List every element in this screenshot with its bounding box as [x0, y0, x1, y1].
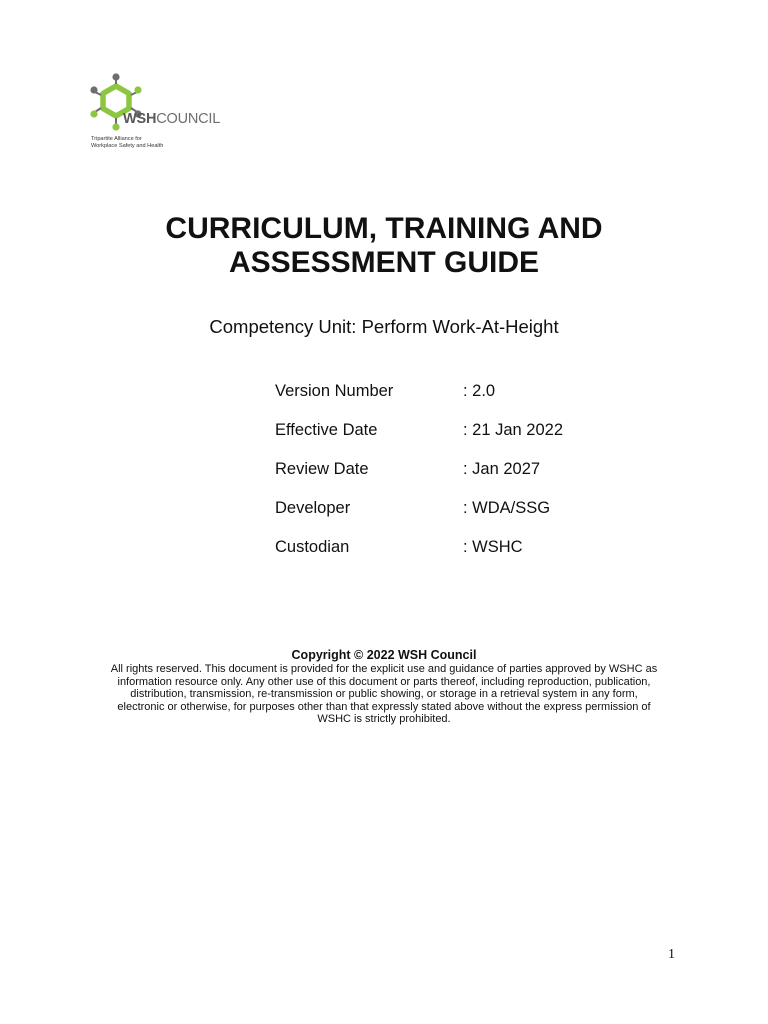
competency-unit-subtitle: Competency Unit: Perform Work-At-Height — [209, 316, 559, 337]
logo-tagline — [91, 136, 163, 150]
logo-tagline-line: Workplace Safety and Health — [91, 143, 164, 149]
document-title — [0, 212, 768, 280]
meta-label: Version Number — [275, 382, 394, 400]
wsh-council-logo — [86, 72, 246, 156]
copyright-line: distribution, transmission, re-transmission or public showing, or storage in a retrieval system in any form, — [130, 688, 638, 701]
copyright-line: information resource only. Any other use of this document or parts thereof, including reproduction, publication, — [117, 675, 651, 688]
meta-row-version-number — [275, 372, 635, 411]
meta-value: : Jan 2027 — [463, 460, 541, 478]
meta-row-effective-date — [275, 411, 635, 450]
meta-value: : 2.0 — [463, 382, 496, 400]
copyright-line: electronic or otherwise, for purposes other than that expressly stated above without the express permission of — [117, 700, 651, 713]
meta-label: Effective Date — [275, 421, 378, 439]
page-number: 1 — [668, 947, 675, 962]
meta-value: : WSHC — [463, 538, 523, 556]
document-title-line: ASSESSMENT GUIDE — [228, 246, 540, 279]
meta-row-review-date — [275, 450, 635, 489]
copyright-body — [90, 663, 678, 726]
logo-word-bold: WSH — [123, 111, 157, 127]
meta-label: Review Date — [275, 460, 369, 478]
document-title-line: CURRICULUM, TRAINING AND — [165, 212, 603, 245]
copyright-line: WSHC is strictly prohibited. — [317, 713, 451, 726]
copyright-line: All rights reserved. This document is provided for the explicit use and guidance of parties approved by WSHC as — [110, 663, 658, 675]
meta-value: : WDA/SSG — [463, 499, 551, 517]
copyright-notice — [90, 648, 678, 726]
logo-wordmark — [123, 111, 220, 127]
logo-word-regular: COUNCIL — [156, 111, 221, 127]
meta-row-custodian — [275, 528, 635, 567]
meta-label: Custodian — [275, 538, 350, 556]
meta-label: Developer — [275, 499, 351, 517]
meta-row-developer — [275, 489, 635, 528]
meta-value: : 21 Jan 2022 — [463, 421, 563, 439]
logo-tagline-line: Tripartite Alliance for — [91, 136, 142, 142]
copyright-heading: Copyright © 2022 WSH Council — [291, 648, 477, 662]
document-metadata-table — [275, 372, 635, 567]
